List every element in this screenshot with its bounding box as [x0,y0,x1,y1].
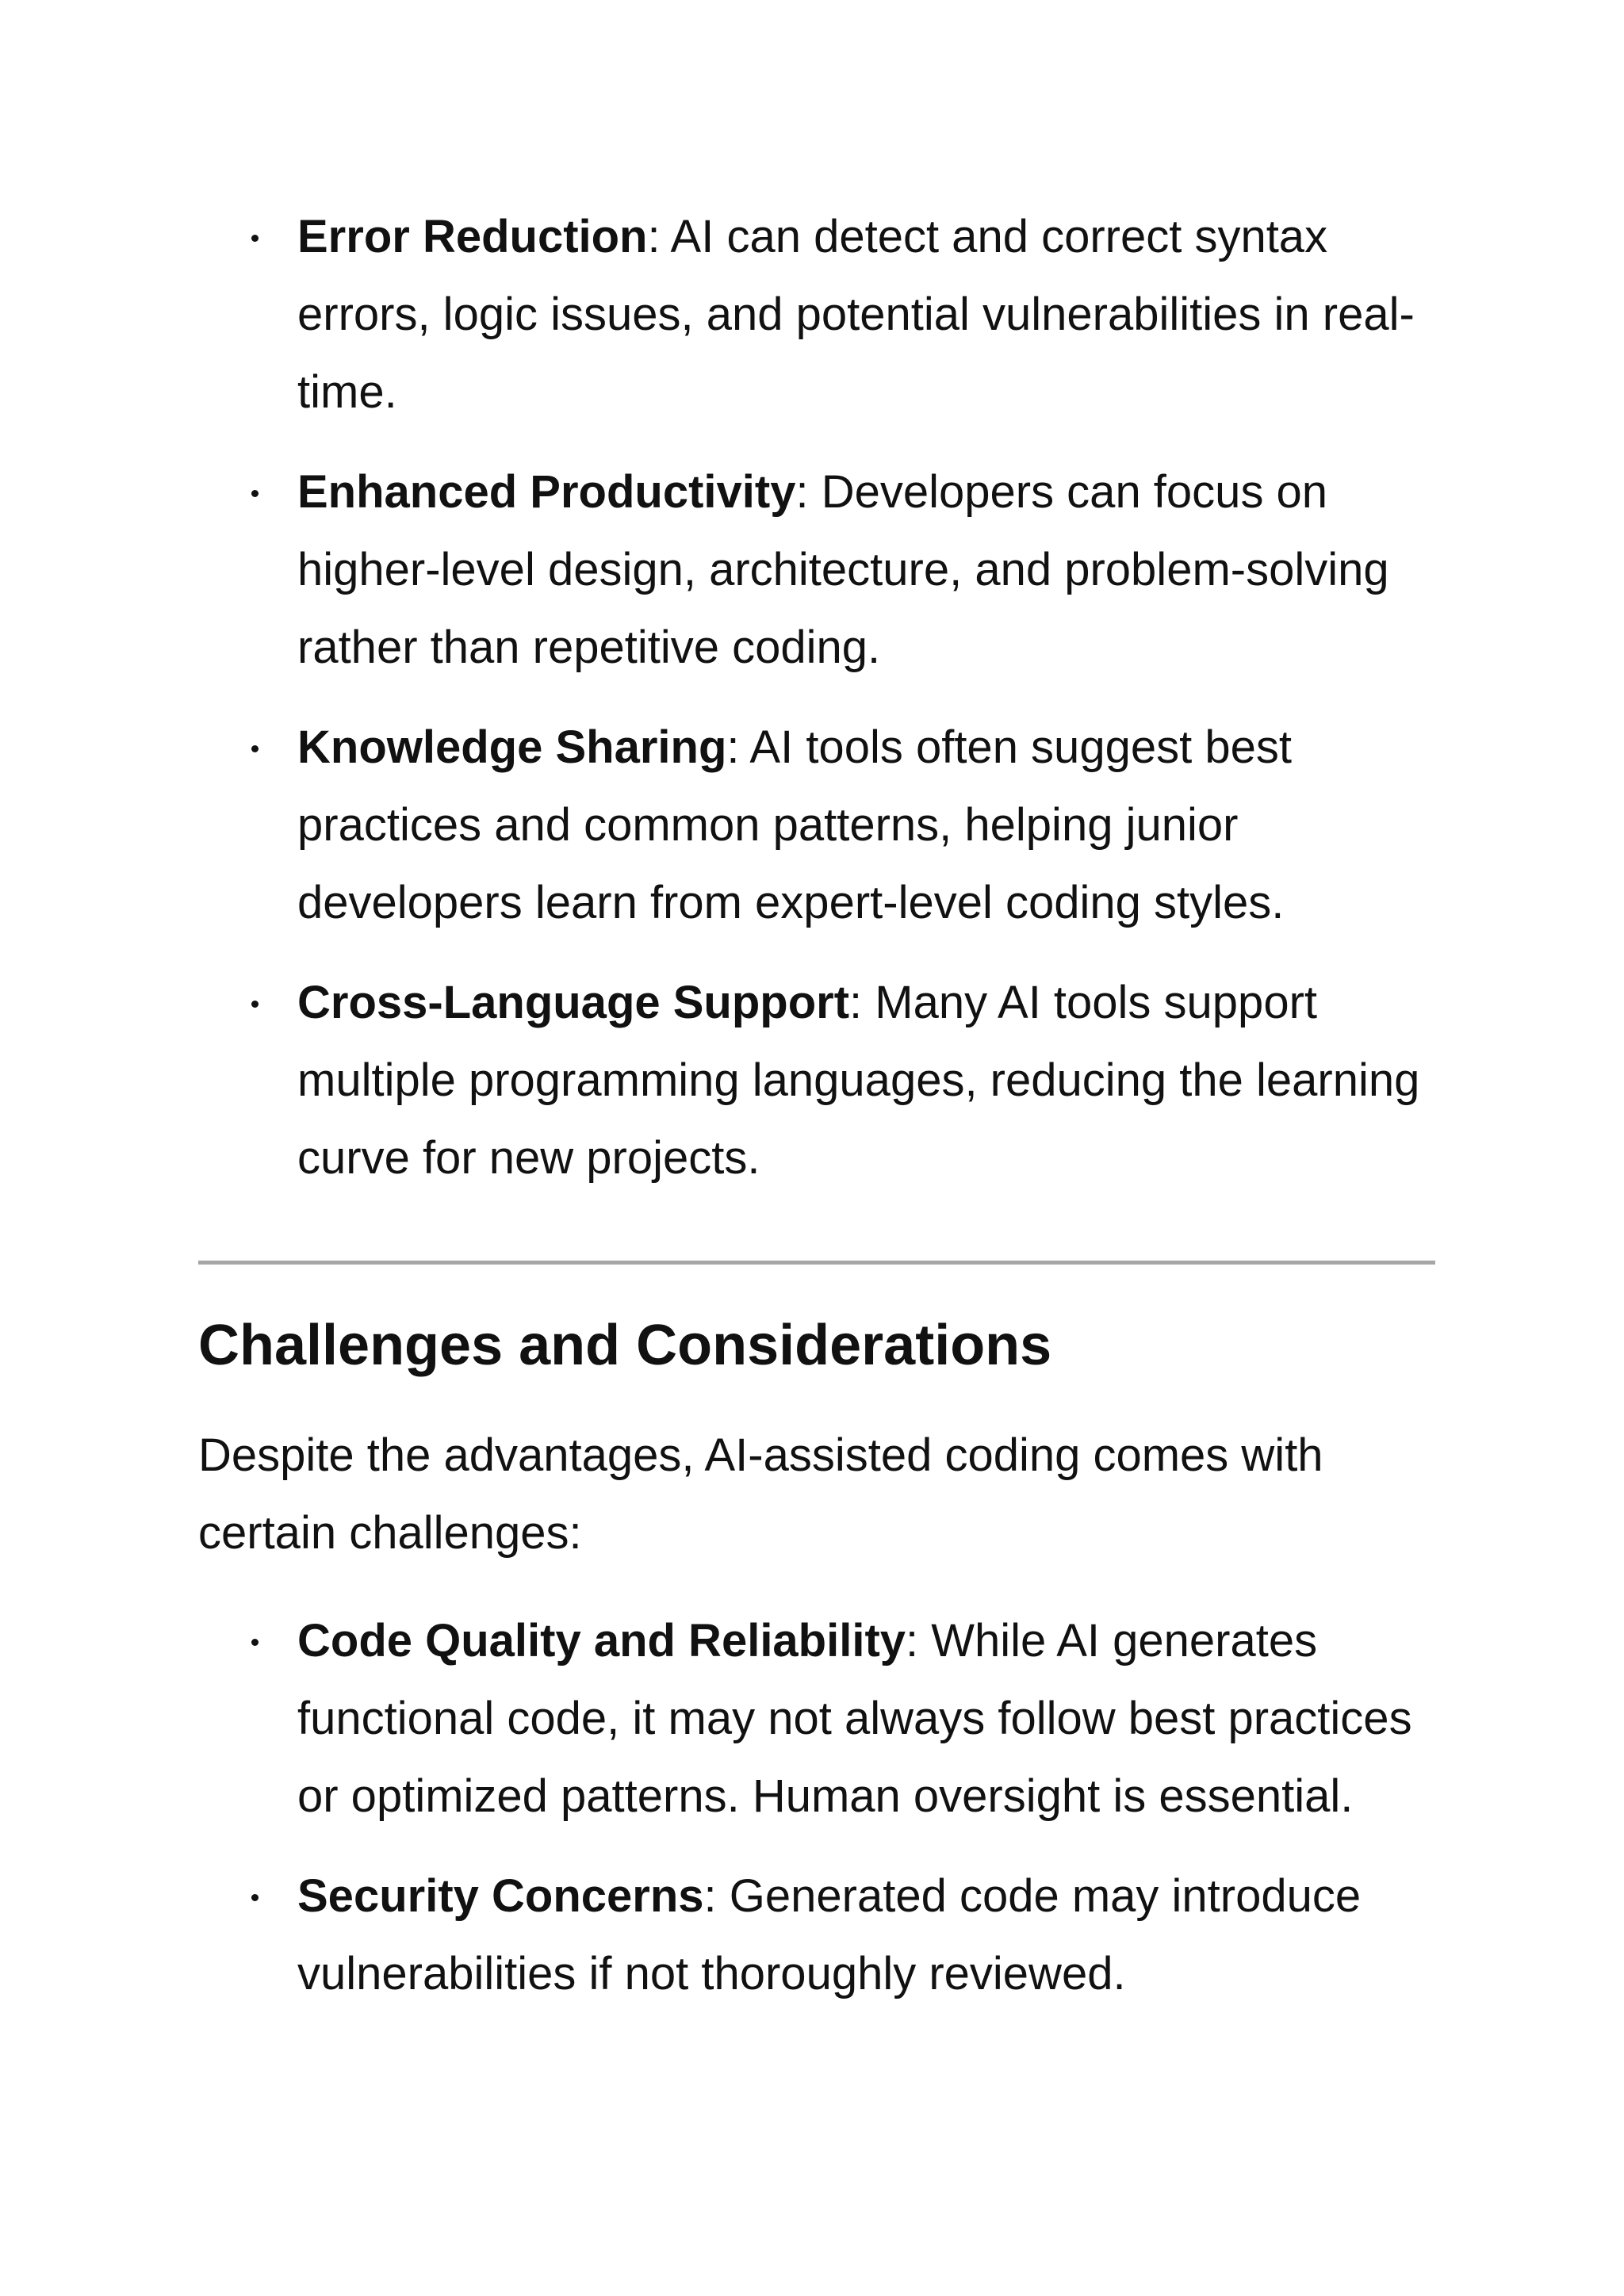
section-intro: Despite the advantages, AI-assisted coding comes with certain challenges: [198,1429,1323,1559]
list-item [297,1858,1435,2013]
list-item-term: Cross-Language Support [297,977,850,1028]
list-item-text: : While AI generates functional code, it may not always follow best practices or optimized patterns. Human oversight is essential. [297,1615,1412,1822]
list-item-term: Enhanced Productivity [297,466,796,518]
list-item [297,453,1435,687]
document-page [198,198,1435,2035]
challenges-list [198,1602,1435,2013]
list-item-text: : Generated code may introduce vulnerabilities if not thoroughly reviewed. [297,1870,1362,1999]
section-divider [198,1261,1435,1265]
section-heading: Challenges and Considerations [198,1314,1052,1377]
benefits-list [198,198,1435,1197]
list-item-term: Error Reduction [297,211,648,262]
list-item-text: : AI can detect and correct syntax errors, logic issues, and potential vulnerabilities in real-time. [297,211,1415,418]
list-item-term: Security Concerns [297,1870,704,1922]
list-item [297,1602,1435,1835]
list-item-term: Code Quality and Reliability [297,1615,906,1667]
list-item-text: : Many AI tools support multiple programming languages, reducing the learning curve for new projects. [297,977,1420,1184]
list-item [297,198,1435,431]
list-item-text: : Developers can focus on higher-level design, architecture, and problem-solving rather than repetitive coding. [297,466,1389,673]
list-item [297,964,1435,1197]
list-item [297,709,1435,942]
list-item-term: Knowledge Sharing [297,721,727,773]
list-item-text: : AI tools often suggest best practices and common patterns, helping junior developers learn from expert-level coding styles. [297,721,1292,928]
